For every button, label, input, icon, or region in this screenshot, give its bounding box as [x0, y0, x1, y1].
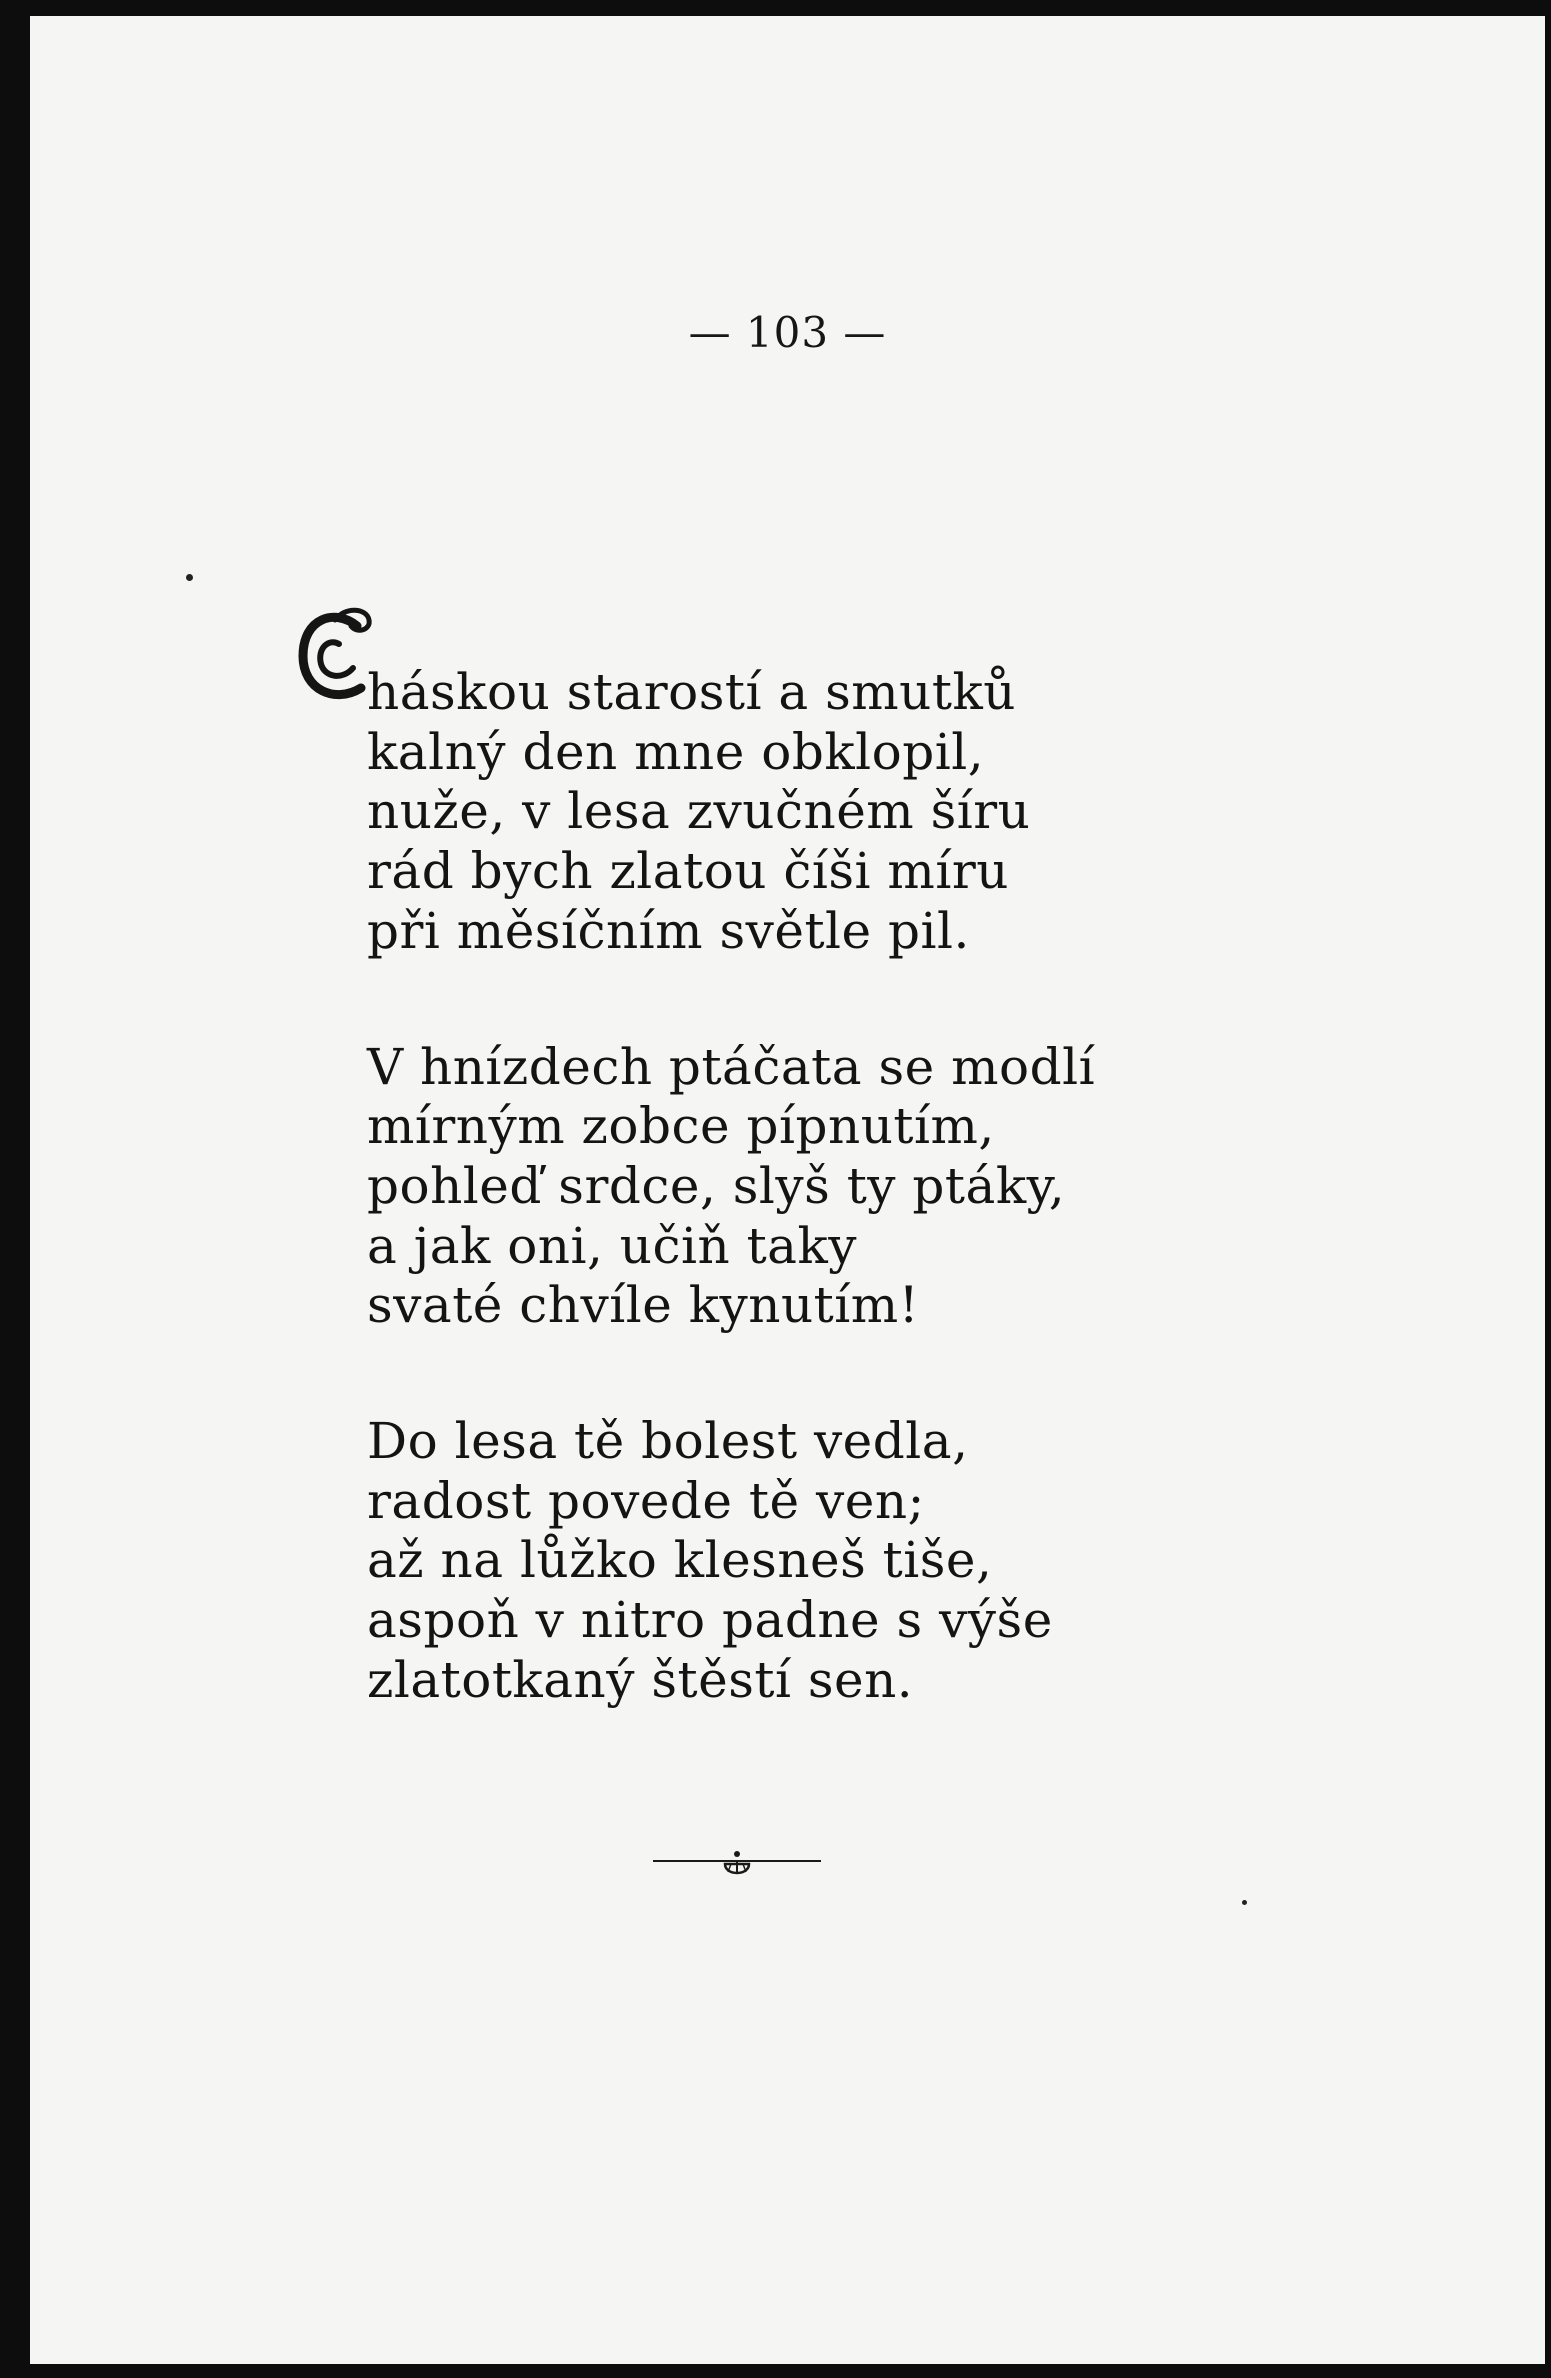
flower-ornament-icon — [625, 1836, 845, 1880]
poem-line: rád bych zlatou číši míru — [367, 842, 1009, 901]
book-page — [30, 16, 1545, 2364]
poem-line: Do lesa tě bolest vedla, — [367, 1412, 969, 1471]
poem-line: V hnízdech ptáčata se modlí — [367, 1037, 1096, 1096]
poem-line: svaté chvíle kynutím! — [367, 1276, 920, 1335]
poem-line: nuže, v lesa zvučném šíru — [367, 782, 1031, 841]
poem-line: pohleď srdce, slyš ty ptáky, — [367, 1156, 1066, 1215]
stanza-2 — [367, 1038, 1467, 1337]
poem-line: háskou starostí a smutků — [367, 663, 1016, 721]
ink-speck — [1242, 1900, 1247, 1905]
stanza-1 — [367, 663, 1467, 962]
poem — [367, 663, 1467, 1787]
stanza-3 — [367, 1412, 1467, 1711]
poem-line: radost povede tě ven; — [367, 1471, 925, 1530]
ink-speck — [186, 574, 193, 581]
poem-line: až na lůžko klesneš tiše, — [367, 1531, 993, 1590]
poem-line: aspoň v nitro padne s výše — [367, 1591, 1053, 1650]
poem-line: při měsíčním světle pil. — [367, 901, 970, 960]
poem-line: a jak oni, učiň taky — [367, 1216, 858, 1275]
poem-line: mírným zobce pípnutím, — [367, 1097, 995, 1156]
poem-line: zlatotkaný štěstí sen. — [367, 1650, 914, 1709]
page-number: — 103 — — [688, 308, 887, 357]
poem-line: kalný den mne obklopil, — [367, 722, 985, 781]
